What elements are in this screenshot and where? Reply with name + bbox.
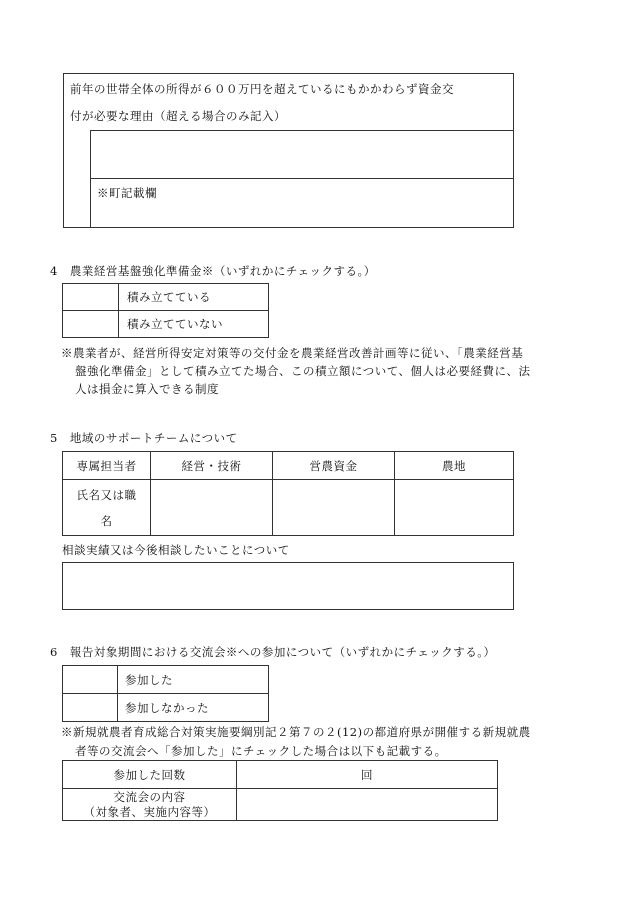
content-input[interactable] bbox=[237, 789, 498, 821]
income-reason-input[interactable] bbox=[90, 130, 514, 179]
section6-checkbox-1[interactable] bbox=[63, 666, 118, 694]
consult-label: 相談実績又は今後相談したいことについて bbox=[62, 543, 290, 557]
section4-heading: 4 農業経営基盤強化準備金※（いずれかにチェックする。） bbox=[50, 264, 376, 278]
header-assignee: 専属担当者 bbox=[63, 452, 151, 480]
content-label-line1: 交流会の内容 bbox=[113, 789, 186, 804]
content-label-line2: （対象者、実施内容等） bbox=[83, 804, 216, 819]
section4-options-table bbox=[62, 283, 269, 338]
row-label-name-title bbox=[63, 480, 151, 536]
section5-heading: 5 地域のサポートチームについて bbox=[50, 431, 238, 445]
consult-input[interactable] bbox=[62, 562, 514, 610]
row-label-line1: 氏名又は職 bbox=[76, 487, 137, 502]
section4-note-line1: ※農業者が、経営所得安定対策等の交付金を農業経営改善計画等に従い、「農業経営基 bbox=[61, 346, 524, 360]
farmland-name-cell[interactable] bbox=[395, 480, 514, 536]
section6-heading: 6 報告対象期間における交流会※への参加について（いずれかにチェックする。） bbox=[50, 645, 496, 659]
section4-option-2: 積み立てていない bbox=[119, 311, 269, 338]
section6-note-line1: ※新規就農者育成総合対策実施要綱別記２第７の２(12)の都道府県が開催する新規就農 bbox=[61, 725, 531, 739]
header-farmland: 農地 bbox=[395, 452, 514, 480]
section6-checkbox-2[interactable] bbox=[63, 694, 118, 722]
section6-options-table bbox=[62, 665, 269, 722]
exchange-details-table bbox=[62, 760, 498, 821]
header-management: 経営・技術 bbox=[151, 452, 273, 480]
income-reason-line1: 前年の世帯全体の所得が６００万円を超えているにもかかわらず資金交 bbox=[70, 82, 454, 96]
section4-option-1: 積み立てている bbox=[119, 284, 269, 311]
section4-checkbox-2[interactable] bbox=[63, 311, 119, 338]
support-team-table bbox=[62, 451, 514, 536]
section6-option-1: 参加した bbox=[118, 666, 269, 694]
header-funding: 営農資金 bbox=[273, 452, 395, 480]
section4-checkbox-1[interactable] bbox=[63, 284, 119, 311]
section4-note-line3: 人は損金に算入できる制度 bbox=[75, 382, 219, 396]
section6-note-line2: 者等の交流会へ「参加した」にチェックした場合は以下も記載する。 bbox=[75, 744, 447, 758]
section4-note-line2: 盤強化準備金」として積み立てた場合、この積立額について、個人は必要経費に、法 bbox=[75, 364, 531, 378]
town-entry-label: ※町記載欄 bbox=[97, 186, 157, 200]
row-label-line2: 名 bbox=[100, 513, 113, 528]
management-name-cell[interactable] bbox=[151, 480, 273, 536]
count-unit[interactable]: 回 bbox=[237, 761, 498, 789]
income-reason-line2: 付が必要な理由（超える場合のみ記入） bbox=[70, 109, 286, 123]
funding-name-cell[interactable] bbox=[273, 480, 395, 536]
content-label bbox=[63, 789, 237, 821]
count-label: 参加した回数 bbox=[63, 761, 237, 789]
section6-option-2: 参加しなかった bbox=[118, 694, 269, 722]
